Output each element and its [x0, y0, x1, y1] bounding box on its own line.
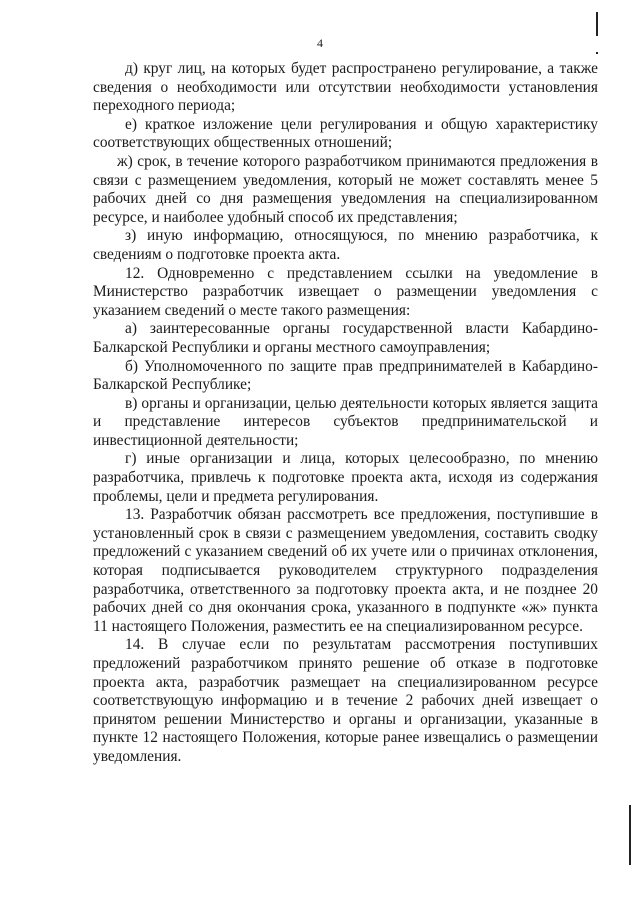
- paragraph-e: е) краткое изложение цели регулирования и общую характеристику соответствующих общественных отношений;: [93, 115, 598, 152]
- paragraph-12v: в) органы и организации, целью деятельности которых является защита и представление интересов субъектов предпринимательской и инвестиционной деятельности;: [93, 394, 598, 449]
- paragraph-12g: г) иные организации и лица, которых целесообразно, по мнению разработчика, привлечь к подготовке проекта акта, исходя из содержания проблемы, цели и предмета регулирования.: [93, 450, 598, 505]
- paragraph-12: 12. Одновременно с представлением ссылки на уведомление в Министерство разработчик извещает о размещении уведомления с указанием сведений о месте такого размещения:: [93, 264, 598, 319]
- paragraph-14: 14. В случае если по результатам рассмотрения поступивших предложений разработчиком принято решение об отказе в подготовке проекта акта, разработчик размещает на специализированном ресурсе соответствующую информацию и в течение 2 рабочих дней извещает о принятом решении Министерство и органы и организации, указанные в пункте 12 настоящего Положения, которые ранее извещались о размещении уведомления.: [93, 636, 598, 765]
- scan-artifact-bottom: [629, 805, 631, 865]
- paragraph-12b: б) Уполномоченного по защите прав предпринимателей в Кабардино-Балкарской Республике;: [93, 357, 598, 394]
- scan-artifact-top: [596, 12, 598, 36]
- paragraph-13: 13. Разработчик обязан рассмотреть все предложения, поступившие в установленный срок в связи с размещением уведомления, составить сводку предложений с указанием сведений об их учете или о причинах отклонения, которая подписывается руководителем структурного подразделения разработчика, ответственного за подготовку проекта акта, и не позднее 20 рабочих дней со дня окончания срока, указанного в подпункте «ж» пункта 11 настоящего Положения, разместить ее на специализированном ресурсе.: [93, 506, 598, 635]
- paragraph-z: з) иную информацию, относящуюся, по мнению разработчика, к сведениям о подготовке проекта акта.: [93, 227, 598, 263]
- paragraph-d: д) круг лиц, на которых будет распространено регулирование, а также сведения о необходимости или отсутствии необходимости установления переходного периода;: [93, 60, 598, 115]
- document-body: [93, 60, 598, 767]
- paragraph-zh: ж) срок, в течение которого разработчиком принимаются предложения в связи с размещением уведомления, который не может составлять менее 5 рабочих дней со дня размещения уведомления на специализированном ресурсе, и наиболее удобный способ их представления;: [93, 152, 598, 226]
- page-number: 4: [317, 36, 323, 50]
- scan-artifact-dot: [596, 52, 598, 54]
- paragraph-12a: а) заинтересованные органы государственной власти Кабардино-Балкарской Республики и органы местного самоуправления;: [93, 320, 598, 356]
